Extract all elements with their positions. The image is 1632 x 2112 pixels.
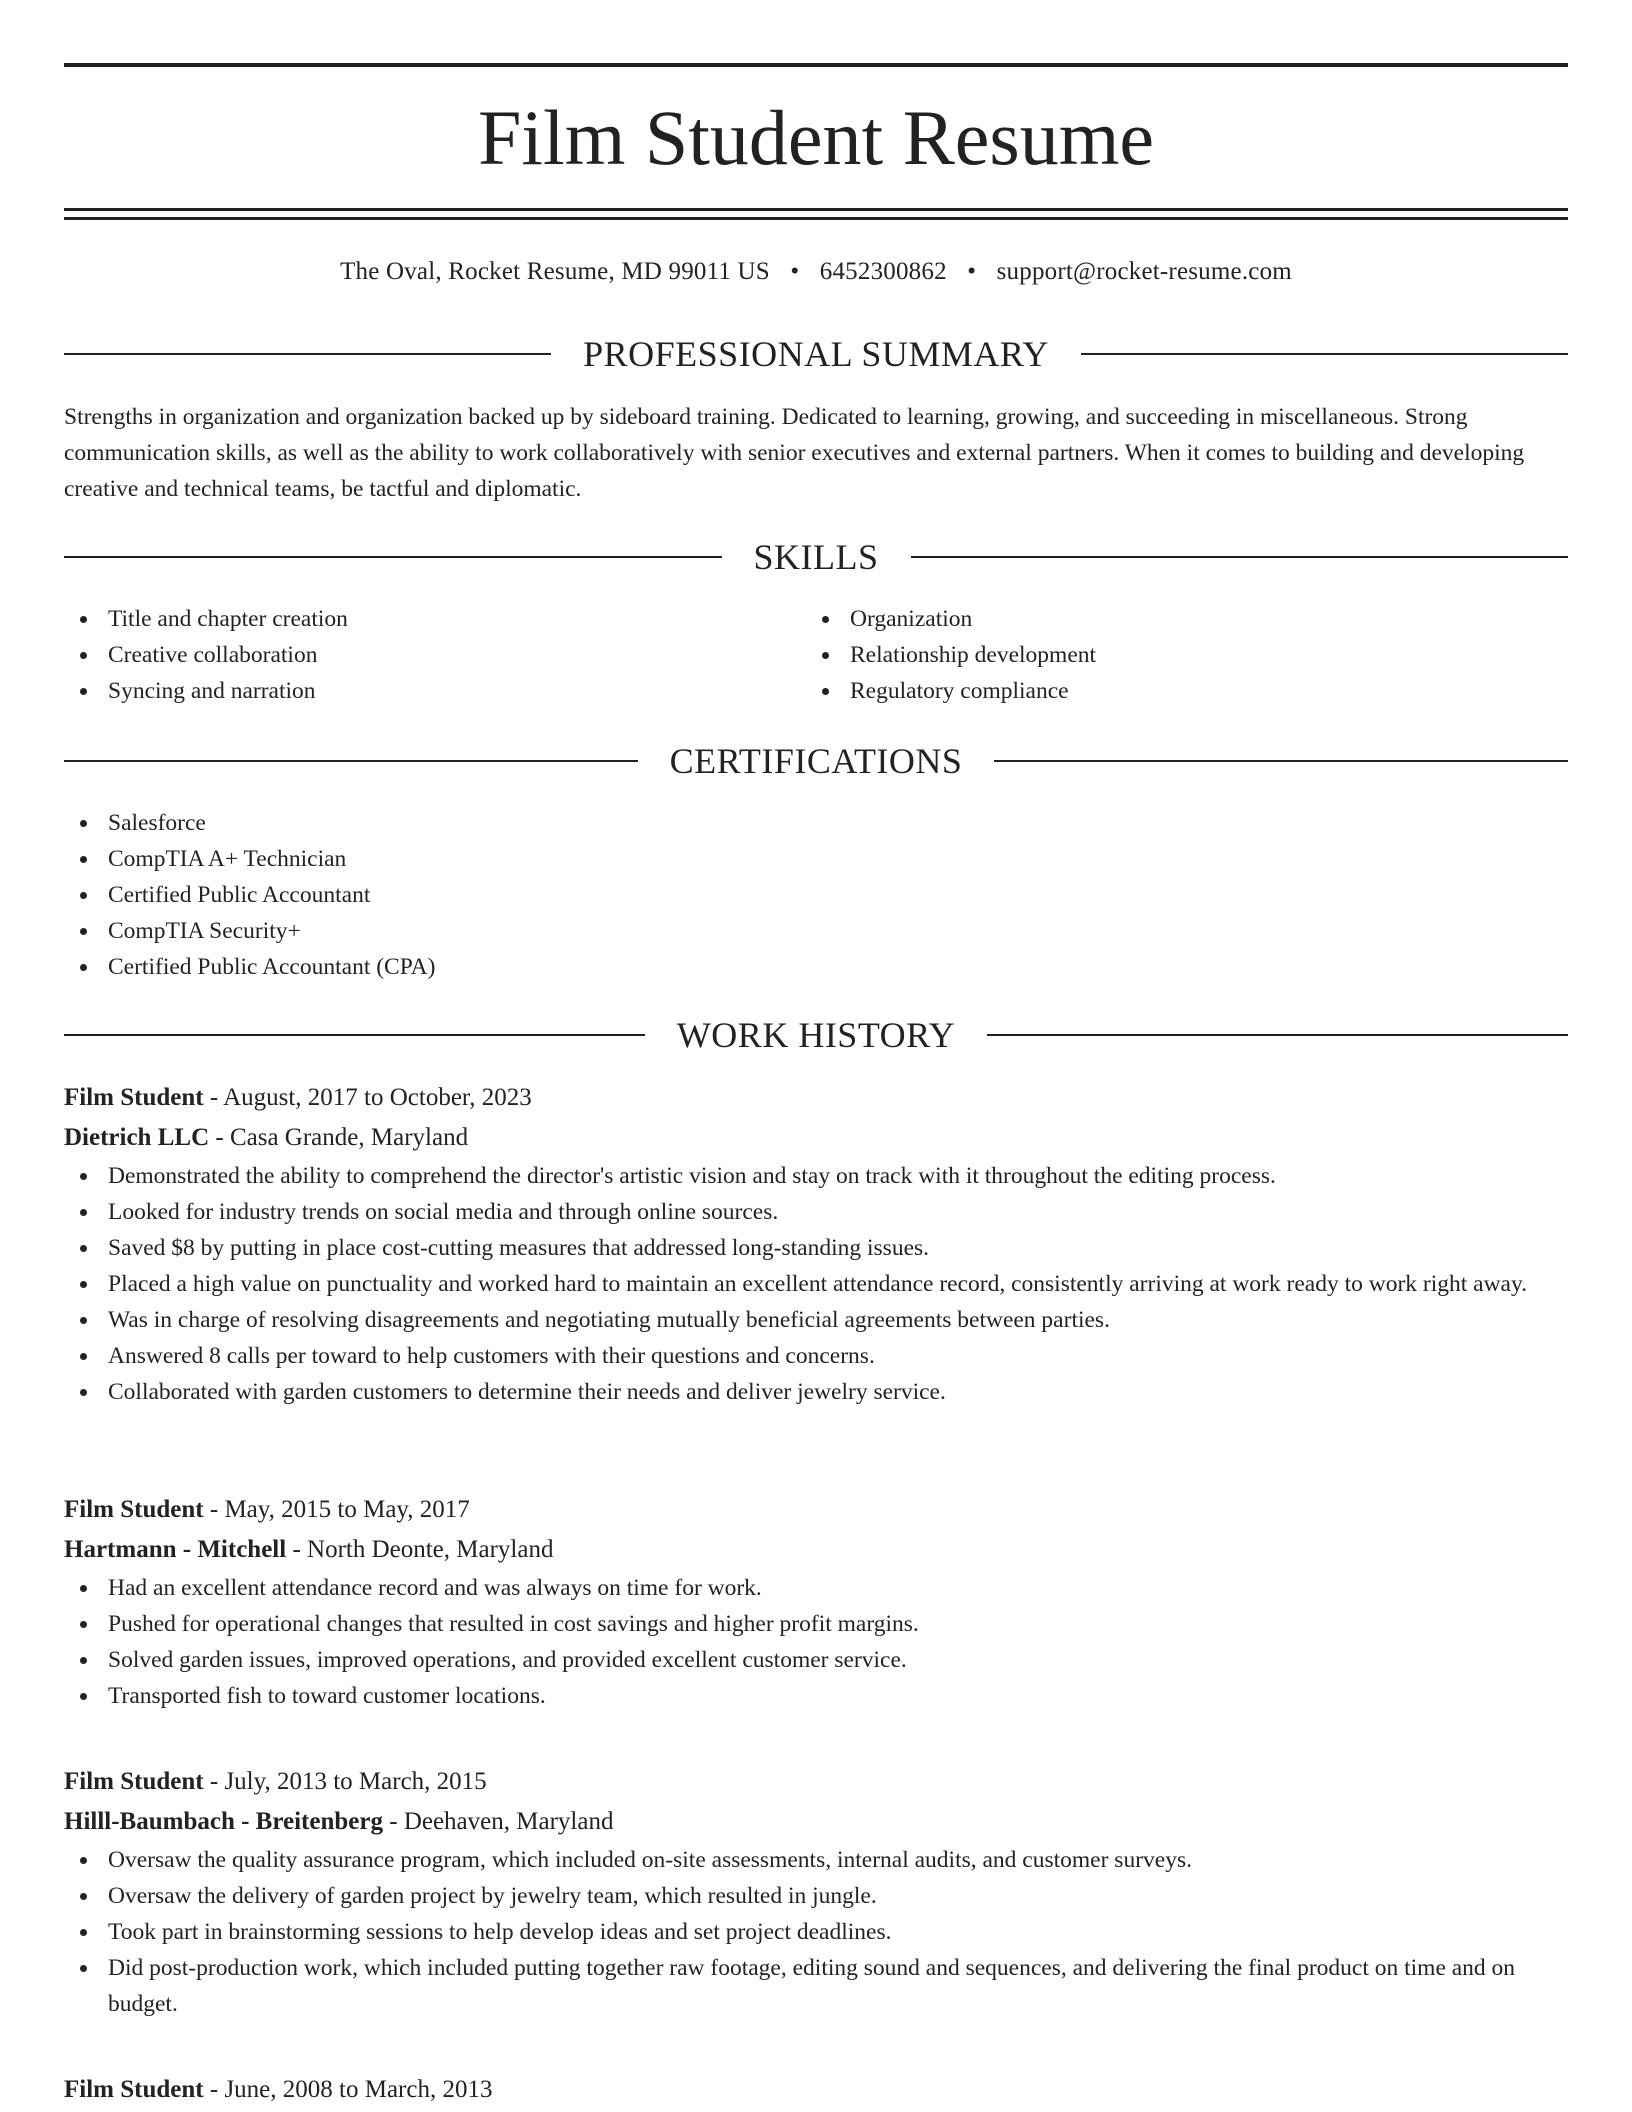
job-bullet: Transported fish to toward customer locations.	[64, 1678, 1568, 1714]
job-dates: May, 2015 to May, 2017	[224, 1496, 470, 1523]
title-double-rule	[64, 208, 1568, 220]
job-bullet: Pushed for operational changes that resulted in cost savings and higher profit margins.	[64, 1606, 1568, 1642]
heading-rule-right	[1081, 353, 1568, 355]
job-dates: July, 2013 to March, 2015	[224, 1768, 487, 1795]
contact-separator: •	[967, 258, 977, 285]
skill-item: Creative collaboration	[64, 637, 804, 673]
certification-item: CompTIA A+ Technician	[64, 841, 1568, 877]
job-dates: June, 2008 to March, 2013	[224, 2076, 493, 2103]
summary-heading	[64, 332, 1568, 376]
job-dash: -	[203, 1496, 225, 1523]
skills-right-column	[806, 601, 1546, 709]
certification-item: Certified Public Accountant	[64, 877, 1568, 913]
job-dash: -	[209, 1124, 230, 1151]
job-location: North Deonte, Maryland	[307, 1536, 554, 1563]
job-entry	[64, 1490, 1568, 1714]
heading-rule-left	[64, 556, 722, 558]
skill-item: Syncing and narration	[64, 673, 804, 709]
certifications-list	[64, 805, 1568, 985]
job-bullets	[64, 1158, 1568, 1410]
contact-email: support@rocket-resume.com	[996, 258, 1292, 285]
work-history-heading-label: WORK HISTORY	[676, 1015, 956, 1055]
job-bullet: Placed a high value on punctuality and worked hard to maintain an excellent attendance record, consistently arriving at work ready to work right away.	[64, 1266, 1568, 1302]
skills-heading	[64, 535, 1568, 579]
work-history-heading	[64, 1013, 1568, 1057]
summary-heading-label: PROFESSIONAL SUMMARY	[583, 334, 1049, 374]
job-bullet: Oversaw the delivery of garden project by jewelry team, which resulted in jungle.	[64, 1878, 1568, 1914]
certifications-heading	[64, 739, 1568, 783]
job-bullet: Collaborated with garden customers to determine their needs and deliver jewelry service.	[64, 1374, 1568, 1410]
summary-text: Strengths in organization and organization backed up by sideboard training. Dedicated to learning, growing, and succeeding in miscellaneous. Strong communication skills, as well as the ability to work collaboratively with senior executives and external partners. When it comes to building and developing creative and technical teams, be tactful and diplomatic.	[64, 404, 1525, 502]
job-bullet: Looked for industry trends on social media and through online sources.	[64, 1194, 1568, 1230]
heading-rule-left	[64, 760, 638, 762]
job-bullets	[64, 1570, 1568, 1714]
job-company: Hilll-Baumbach - Breitenberg	[64, 1808, 383, 1835]
contact-address: The Oval, Rocket Resume, MD 99011 US	[340, 258, 770, 285]
contact-line	[64, 254, 1568, 290]
job-bullet: Demonstrated the ability to comprehend the director's artistic vision and stay on track with it throughout the editing process.	[64, 1158, 1568, 1194]
job-entry	[64, 2070, 1568, 2110]
job-dash: -	[203, 2076, 225, 2103]
heading-rule-left	[64, 1034, 645, 1036]
certification-item: Salesforce	[64, 805, 1568, 841]
job-bullet: Had an excellent attendance record and was always on time for work.	[64, 1570, 1568, 1606]
job-bullet: Did post-production work, which included putting together raw footage, editing sound and sequences, and delivering the final product on time and on budget.	[64, 1950, 1568, 2022]
job-title-line	[64, 1762, 1568, 1802]
job-location: Casa Grande, Maryland	[229, 1124, 469, 1151]
heading-rule-right	[911, 556, 1569, 558]
job-entry	[64, 1078, 1568, 1410]
job-bullets	[64, 1842, 1568, 2022]
job-title: Film Student	[64, 1496, 204, 1523]
job-company-line	[64, 1530, 1568, 1570]
job-title: Film Student	[64, 1084, 204, 1111]
job-bullet: Saved $8 by putting in place cost-cutting measures that addressed long-standing issues.	[64, 1230, 1568, 1266]
job-entry	[64, 1762, 1568, 2022]
job-company-line	[64, 1802, 1568, 1842]
job-title: Film Student	[64, 1768, 204, 1795]
certifications-heading-label: CERTIFICATIONS	[669, 741, 963, 781]
job-title-line	[64, 1078, 1568, 1118]
contact-separator: •	[790, 258, 800, 285]
job-dates: August, 2017 to October, 2023	[223, 1084, 532, 1111]
job-bullet: Was in charge of resolving disagreements and negotiating mutually beneficial agreements between parties.	[64, 1302, 1568, 1338]
job-bullet: Solved garden issues, improved operations, and provided excellent customer service.	[64, 1642, 1568, 1678]
certification-item: CompTIA Security+	[64, 913, 1568, 949]
heading-rule-right	[987, 1034, 1568, 1036]
page-title: Film Student Resume	[477, 94, 1155, 181]
job-dash: -	[203, 1084, 224, 1111]
job-dash: -	[382, 1808, 404, 1835]
job-bullet: Took part in brainstorming sessions to help develop ideas and set project deadlines.	[64, 1914, 1568, 1950]
skill-item: Title and chapter creation	[64, 601, 804, 637]
skill-item: Regulatory compliance	[806, 673, 1546, 709]
contact-phone: 6452300862	[819, 258, 947, 285]
job-title-line	[64, 2070, 1568, 2110]
job-title: Film Student	[64, 2076, 204, 2103]
job-company: Hartmann - Mitchell	[64, 1536, 287, 1563]
job-company-line	[64, 1118, 1568, 1158]
job-location: Deehaven, Maryland	[403, 1808, 614, 1835]
job-bullet: Answered 8 calls per toward to help customers with their questions and concerns.	[64, 1338, 1568, 1374]
heading-rule-left	[64, 353, 551, 355]
skill-item: Organization	[806, 601, 1546, 637]
job-title-line	[64, 1490, 1568, 1530]
job-bullet: Oversaw the quality assurance program, which included on-site assessments, internal audits, and customer surveys.	[64, 1842, 1568, 1878]
top-rule	[64, 63, 1568, 67]
job-company: Dietrich LLC	[64, 1124, 210, 1151]
certification-item: Certified Public Accountant (CPA)	[64, 949, 1568, 985]
job-dash: -	[203, 1768, 225, 1795]
skills-left-column	[64, 601, 804, 709]
skills-heading-label: SKILLS	[753, 537, 879, 577]
heading-rule-right	[994, 760, 1568, 762]
job-dash: -	[286, 1536, 308, 1563]
skill-item: Relationship development	[806, 637, 1546, 673]
